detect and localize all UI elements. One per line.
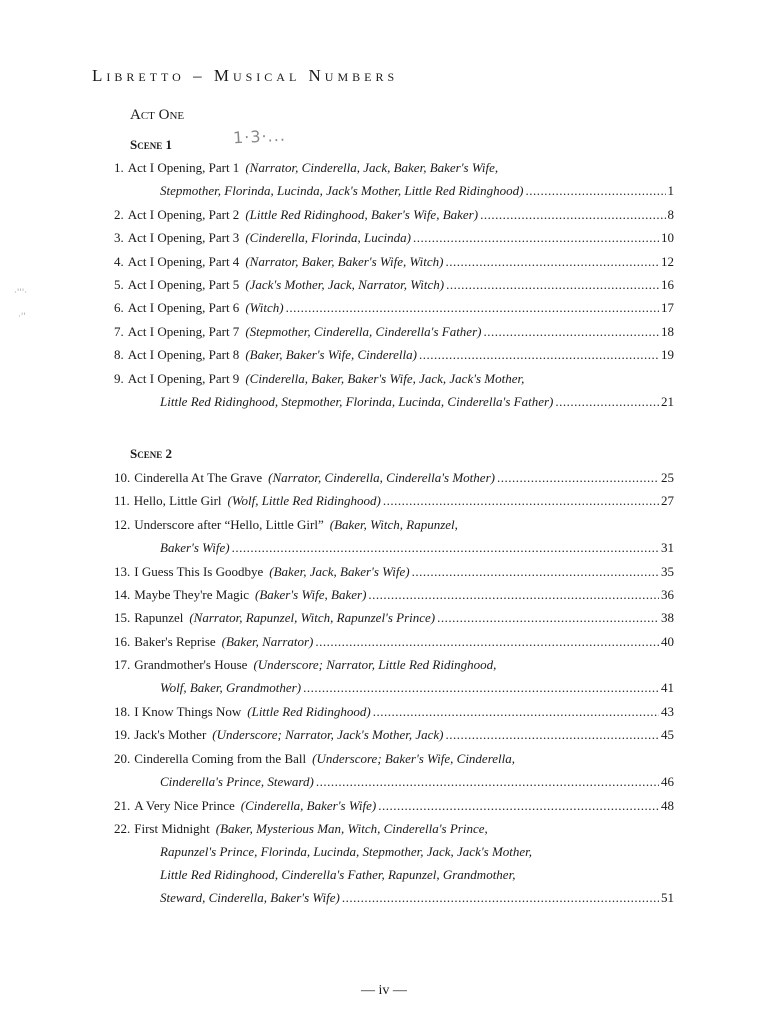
entry-cast: (Baker, Narrator) <box>221 633 314 649</box>
entry-page: 41 <box>661 680 674 696</box>
entry-cast-continued: Wolf, Baker, Grandmother) <box>160 680 302 696</box>
dot-leader <box>378 794 659 817</box>
entry-title: Act I Opening, Part 9 <box>127 370 240 386</box>
entry-title: Act I Opening, Part 7 <box>127 323 240 339</box>
dot-leader <box>555 390 659 413</box>
entry-page: 10 <box>661 230 674 246</box>
entry-cast: (Baker, Witch, Rapunzel, <box>329 516 458 532</box>
toc-entry <box>114 747 674 793</box>
toc-entry <box>114 653 674 699</box>
entry-number: 20. <box>114 750 131 766</box>
toc-entry <box>114 156 674 202</box>
entry-title: First Midnight <box>134 821 210 836</box>
entry-cast-continued: Rapunzel's Prince, Florinda, Lucinda, Stepmother, Jack, Jack's Mother, <box>160 844 533 859</box>
dot-leader <box>419 343 659 366</box>
entry-title: A Very Nice Prince <box>134 797 235 813</box>
dot-leader <box>412 560 659 583</box>
toc-entry-line <box>114 250 674 273</box>
dot-leader <box>497 466 659 489</box>
entry-title: Act I Opening, Part 2 <box>127 206 240 222</box>
entry-cast: (Baker, Mysterious Man, Witch, Cinderella's Prince, <box>215 821 488 836</box>
entry-cast: (Cinderella, Florinda, Lucinda) <box>245 230 411 246</box>
dot-leader <box>232 536 659 559</box>
entry-number: 7. <box>114 323 124 339</box>
entry-number: 15. <box>114 610 131 626</box>
entry-number: 13. <box>114 563 131 579</box>
entry-page: 12 <box>661 253 674 269</box>
entry-title: I Know Things Now <box>134 704 242 719</box>
entry-title: Cinderella At The Grave <box>134 470 263 485</box>
entry-number: 10. <box>114 470 131 485</box>
toc-entry <box>114 367 674 413</box>
toc-entry <box>114 489 674 512</box>
toc-entry-line <box>114 536 674 559</box>
toc-entry-line <box>114 794 674 817</box>
entry-number: 2. <box>114 206 124 222</box>
entry-title: Maybe They're Magic <box>134 587 249 602</box>
toc-entry-line <box>114 630 674 653</box>
toc-entry-line <box>114 840 674 863</box>
toc-entry <box>114 583 674 606</box>
toc-entry-line <box>114 747 674 770</box>
toc-entry-line <box>114 653 674 676</box>
entry-cast: (Witch) <box>245 300 284 316</box>
toc-entry-line <box>114 560 674 583</box>
entry-number: 8. <box>114 347 124 363</box>
toc-entry-line <box>114 320 674 343</box>
entry-title: Act I Opening, Part 4 <box>127 253 240 269</box>
entry-cast-continued: Baker's Wife) <box>160 539 230 555</box>
toc-entry-line <box>114 466 674 489</box>
page-number: — iv — <box>361 983 407 998</box>
toc-entry <box>114 513 674 559</box>
entry-cast-continued: Cinderella's Prince, Steward) <box>160 773 314 789</box>
entry-cast: (Cinderella, Baker, Baker's Wife, Jack, Jack's Mother, <box>245 370 525 386</box>
toc-entry-line <box>114 343 674 366</box>
entry-page: 17 <box>661 300 674 316</box>
dot-leader <box>483 320 659 343</box>
toc-entry <box>114 296 674 319</box>
entry-cast: (Jack's Mother, Jack, Narrator, Witch) <box>245 277 445 292</box>
entry-title: Baker's Reprise <box>134 633 216 649</box>
entry-title: Act I Opening, Part 5 <box>127 277 240 292</box>
toc-entry-line <box>114 226 674 249</box>
entry-page: 45 <box>661 727 674 743</box>
dot-leader <box>526 179 666 202</box>
entry-page: 38 <box>661 610 674 626</box>
entry-page: 18 <box>661 323 674 339</box>
entry-number: 6. <box>114 300 124 316</box>
toc-entry-line <box>114 390 674 413</box>
entry-cast: (Underscore; Narrator, Little Red Ridinghood, <box>253 657 497 673</box>
dot-leader <box>383 489 659 512</box>
entry-page: 35 <box>661 563 674 579</box>
dot-leader <box>445 723 659 746</box>
toc-entry <box>114 320 674 343</box>
toc-entry <box>114 700 674 723</box>
toc-entry-line <box>114 367 674 390</box>
entry-page: 16 <box>661 277 674 292</box>
dot-leader <box>368 583 659 606</box>
toc-entry-line <box>114 296 674 319</box>
entry-cast-continued: Steward, Cinderella, Baker's Wife) <box>160 890 340 905</box>
entry-page: 51 <box>661 890 674 905</box>
toc-entry <box>114 630 674 653</box>
toc-entry <box>114 250 674 273</box>
toc-entry-line <box>114 700 674 723</box>
entry-cast: (Baker, Jack, Baker's Wife) <box>269 563 410 579</box>
entry-page: 36 <box>661 587 674 602</box>
entry-page: 48 <box>661 797 674 813</box>
toc-entry-line <box>114 203 674 226</box>
toc-entry-line <box>114 886 674 909</box>
dot-leader <box>316 770 659 793</box>
entry-cast-continued: Stepmother, Florinda, Lucinda, Jack's Mother, Little Red Ridinghood) <box>160 183 524 198</box>
entry-number: 9. <box>114 370 124 386</box>
toc-entry-line <box>114 606 674 629</box>
entry-number: 22. <box>114 821 131 836</box>
dot-leader <box>437 606 659 629</box>
entry-page: 21 <box>661 393 674 409</box>
toc-entry-line <box>114 676 674 699</box>
toc-entry-line <box>114 723 674 746</box>
entry-cast: (Stepmother, Cinderella, Cinderella's Father) <box>245 323 482 339</box>
toc-entry <box>114 817 674 909</box>
toc-entry <box>114 343 674 366</box>
entry-title: Underscore after “Hello, Little Girl” <box>134 516 324 532</box>
toc-entry <box>114 226 674 249</box>
entry-title: Act I Opening, Part 3 <box>127 230 240 246</box>
toc-entry-line <box>114 489 674 512</box>
dot-leader <box>413 226 659 249</box>
margin-mark: ·'' <box>18 312 26 322</box>
entry-title: Act I Opening, Part 1 <box>127 160 240 175</box>
entry-title: Grandmother's House <box>134 657 248 673</box>
entry-page: 40 <box>661 633 674 649</box>
entry-page: 46 <box>661 773 674 789</box>
toc-entry-line <box>114 156 674 179</box>
entry-number: 12. <box>114 516 131 532</box>
dot-leader <box>446 273 659 296</box>
margin-mark: ·'''· <box>14 288 28 298</box>
page-title: Libretto – Musical Numbers <box>92 66 399 85</box>
entry-page: 25 <box>661 470 674 485</box>
dot-leader <box>373 700 659 723</box>
entry-number: 21. <box>114 797 131 813</box>
entry-cast: (Underscore; Baker's Wife, Cinderella, <box>312 750 516 766</box>
toc-entry-line <box>114 273 674 296</box>
toc-entry <box>114 723 674 746</box>
entry-cast: (Underscore; Narrator, Jack's Mother, Jack) <box>212 727 444 743</box>
entry-page: 43 <box>661 704 674 719</box>
toc-entry-line <box>114 513 674 536</box>
entry-cast-continued: Little Red Ridinghood, Cinderella's Father, Rapunzel, Grandmother, <box>160 867 516 882</box>
entry-page: 19 <box>661 347 674 363</box>
entry-cast: (Narrator, Cinderella, Cinderella's Mother) <box>268 470 495 485</box>
entry-page: 8 <box>667 206 674 222</box>
entry-cast: (Narrator, Cinderella, Jack, Baker, Baker's Wife, <box>245 160 499 175</box>
dot-leader <box>286 296 659 319</box>
entry-number: 3. <box>114 230 124 246</box>
entry-cast: (Narrator, Baker, Baker's Wife, Witch) <box>245 253 444 269</box>
entry-title: Act I Opening, Part 8 <box>127 347 240 363</box>
toc-entry-line <box>114 770 674 793</box>
toc-entry-line <box>114 863 674 886</box>
entry-cast: (Cinderella, Baker's Wife) <box>240 797 377 813</box>
entry-cast: (Wolf, Little Red Ridinghood) <box>227 493 381 509</box>
dot-leader <box>342 886 659 909</box>
entry-cast: (Little Red Ridinghood, Baker's Wife, Baker) <box>245 206 479 222</box>
entry-cast-continued: Little Red Ridinghood, Stepmother, Florinda, Lucinda, Cinderella's Father) <box>160 393 554 409</box>
entry-number: 14. <box>114 587 131 602</box>
toc-entry <box>114 606 674 629</box>
scene-2-heading: Scene 2 <box>130 446 172 461</box>
entry-number: 19. <box>114 727 131 743</box>
entry-title: Jack's Mother <box>134 727 207 743</box>
entry-page: 1 <box>667 183 674 198</box>
entry-number: 5. <box>114 277 124 292</box>
toc-entry <box>114 794 674 817</box>
toc-entry-line <box>114 817 674 840</box>
handwritten-annotation: 1·3·... <box>232 125 287 148</box>
scene-1-heading: Scene 1 <box>130 137 172 152</box>
toc-entry <box>114 273 674 296</box>
entry-number: 1. <box>114 160 124 175</box>
entry-number: 18. <box>114 704 131 719</box>
toc-entry <box>114 466 674 489</box>
dot-leader <box>303 676 659 699</box>
entry-cast: (Little Red Ridinghood) <box>247 704 371 719</box>
dot-leader <box>315 630 659 653</box>
toc-entry-line <box>114 179 674 202</box>
entry-title: Act I Opening, Part 6 <box>127 300 240 316</box>
entry-title: I Guess This Is Goodbye <box>134 563 264 579</box>
toc-entry <box>114 203 674 226</box>
toc-entry-line <box>114 583 674 606</box>
entry-title: Cinderella Coming from the Ball <box>134 750 307 766</box>
entry-cast: (Baker, Baker's Wife, Cinderella) <box>245 347 417 363</box>
dot-leader <box>480 203 665 226</box>
entry-cast: (Baker's Wife, Baker) <box>254 587 367 602</box>
entry-number: 11. <box>114 493 130 509</box>
entry-number: 4. <box>114 253 124 269</box>
entry-number: 16. <box>114 633 131 649</box>
act-heading: Act One <box>130 107 185 123</box>
entry-page: 27 <box>661 493 674 509</box>
entry-page: 31 <box>661 539 674 555</box>
entry-number: 17. <box>114 657 131 673</box>
entry-title: Hello, Little Girl <box>133 493 222 509</box>
toc-entry <box>114 560 674 583</box>
dot-leader <box>445 250 659 273</box>
entry-cast: (Narrator, Rapunzel, Witch, Rapunzel's Prince) <box>189 610 436 626</box>
entry-title: Rapunzel <box>134 610 184 626</box>
